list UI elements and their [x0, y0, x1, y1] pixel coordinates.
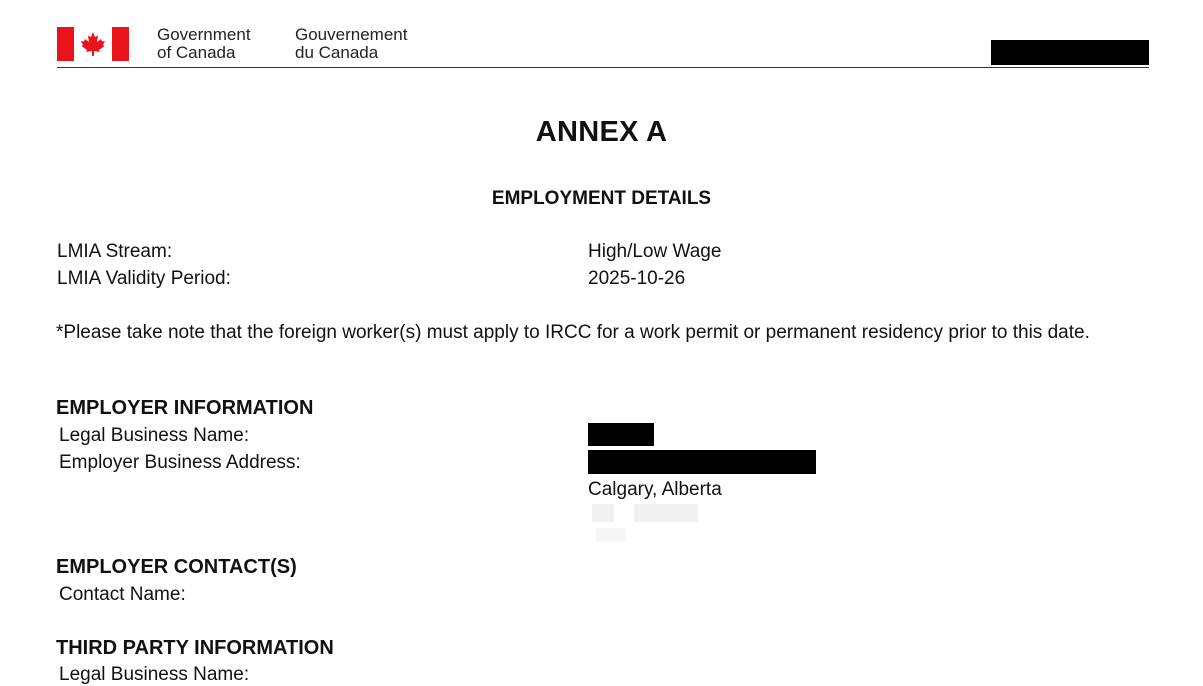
- gov-fr-line1: Gouvernement: [295, 25, 408, 44]
- gouvernement-du-canada-wordmark: [295, 26, 407, 62]
- legal-business-name-redaction: [588, 423, 654, 446]
- lmia-stream-label: LMIA Stream:: [57, 241, 173, 262]
- redaction-bar: [991, 40, 1149, 65]
- lmia-stream-value: High/Low Wage: [588, 241, 722, 262]
- page-title: ANNEX A: [535, 116, 668, 148]
- lmia-validity-label: LMIA Validity Period:: [57, 268, 231, 289]
- employer-city: Calgary, Alberta: [588, 479, 722, 500]
- employer-contacts-heading: EMPLOYER CONTACT(S): [56, 556, 297, 578]
- lmia-validity-value: 2025-10-26: [588, 268, 686, 289]
- canada-flag-icon: [57, 27, 129, 61]
- work-permit-note: *Please take note that the foreign worker(s) must apply to IRCC for a work permit or permanent residency prior to this date.: [56, 322, 1090, 343]
- header-divider: [57, 67, 1149, 68]
- gov-en-line2: of Canada: [157, 43, 236, 62]
- government-of-canada-wordmark: [157, 26, 251, 62]
- section-title: EMPLOYMENT DETAILS: [491, 188, 712, 209]
- legal-business-name-label: Legal Business Name:: [59, 425, 250, 446]
- employer-information-heading: EMPLOYER INFORMATION: [56, 397, 314, 419]
- gov-fr-line2: du Canada: [295, 43, 379, 62]
- contact-name-label: Contact Name:: [59, 584, 186, 605]
- blurred-text: [634, 504, 698, 522]
- blurred-text: [592, 504, 614, 522]
- employer-business-address-label: Employer Business Address:: [59, 452, 301, 473]
- third-party-legal-business-name-label: Legal Business Name:: [59, 664, 250, 685]
- blurred-text: [596, 528, 626, 542]
- gov-en-line1: Government: [157, 25, 251, 44]
- business-address-redaction: [588, 450, 816, 474]
- third-party-information-heading: THIRD PARTY INFORMATION: [56, 637, 334, 659]
